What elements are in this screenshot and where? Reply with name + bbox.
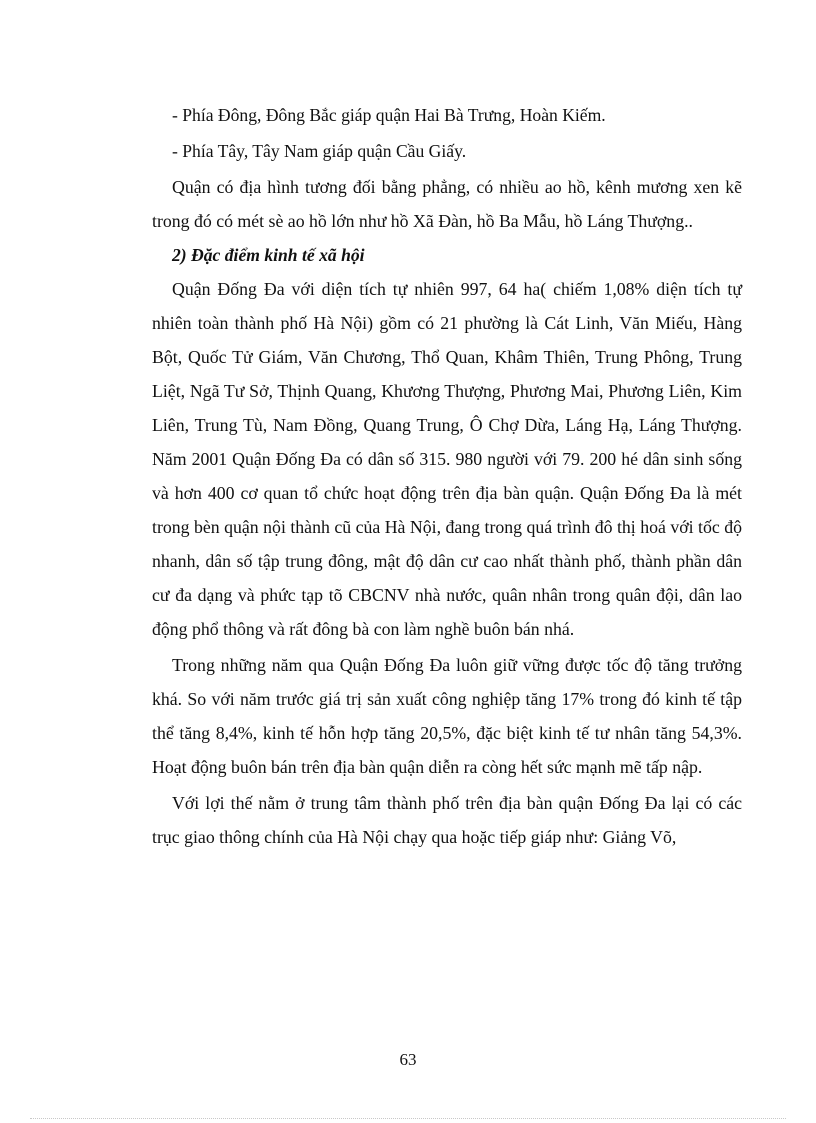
section-heading: 2) Đặc điểm kinh tế xã hội [172,245,365,265]
page-body [152,98,742,854]
bullet-west-border: - Phía Tây, Tây Nam giáp quận Cầu Giấy. [172,141,467,161]
paragraph-location: Với lợi thế nằm ở trung tâm thành phố trên địa bàn quận Đống Đa lại có các trục giao thông chính của Hà Nội chạy qua hoặc tiếp giáp như: Giảng Võ, [152,793,742,847]
page-bottom-divider [30,1118,786,1119]
paragraph-terrain: Quận có địa hình tương đối bằng phẳng, có nhiều ao hồ, kênh mương xen kẽ trong đó có mét sè ao hồ lớn như hồ Xã Đàn, hồ Ba Mẫu, hồ Láng Thượng.. [152,177,742,231]
paragraph-population: Quận Đống Đa với diện tích tự nhiên 997, 64 ha( chiếm 1,08% diện tích tự nhiên toàn thành phố Hà Nội) gồm có 21 phường là Cát Linh, Văn Miếu, Hàng Bột, Quốc Tử Giám, Văn Chương, Thổ Quan, Khâm Thiên, Trung Phông, Trung Liệt, Ngã Tư Sở, Thịnh Quang, Khương Thượng, Phương Mai, Phương Liên, Kim Liên, Trung Tù, Nam Đồng, Quang Trung, Ô Chợ Dừa, Láng Hạ, Láng Thượng. Năm 2001 Quận Đống Đa có dân số 315. 980 người với 79. 200 hé dân sinh sống và hơn 400 cơ quan tổ chức hoạt động trên địa bàn quận. Quận Đống Đa là mét trong bèn quận nội thành cũ của Hà Nội, đang trong quá trình đô thị hoá với tốc độ nhanh, dân số tập trung đông, mật độ dân cư cao nhất thành phố, thành phần dân cư đa dạng và phức tạp tõ CBCNV nhà nước, quân nhân trong quân đội, dân lao động phổ thông và rất đông bà con làm nghề buôn bán nhá. [152,279,742,639]
bullet-east-border: - Phía Đông, Đông Bắc giáp quận Hai Bà Trưng, Hoàn Kiếm. [172,105,606,125]
page-number: 63 [399,1050,417,1069]
paragraph-growth: Trong những năm qua Quận Đống Đa luôn giữ vững được tốc độ tăng trưởng khá. So với năm trước giá trị sản xuất công nghiệp tăng 17% trong đó kinh tế tập thể tăng 8,4%, kinh tế hỗn hợp tăng 20,5%, đặc biệt kinh tế tư nhân tăng 54,3%. Hoạt động buôn bán trên địa bàn quận diễn ra còng hết sức mạnh mẽ tấp nập. [152,655,742,777]
